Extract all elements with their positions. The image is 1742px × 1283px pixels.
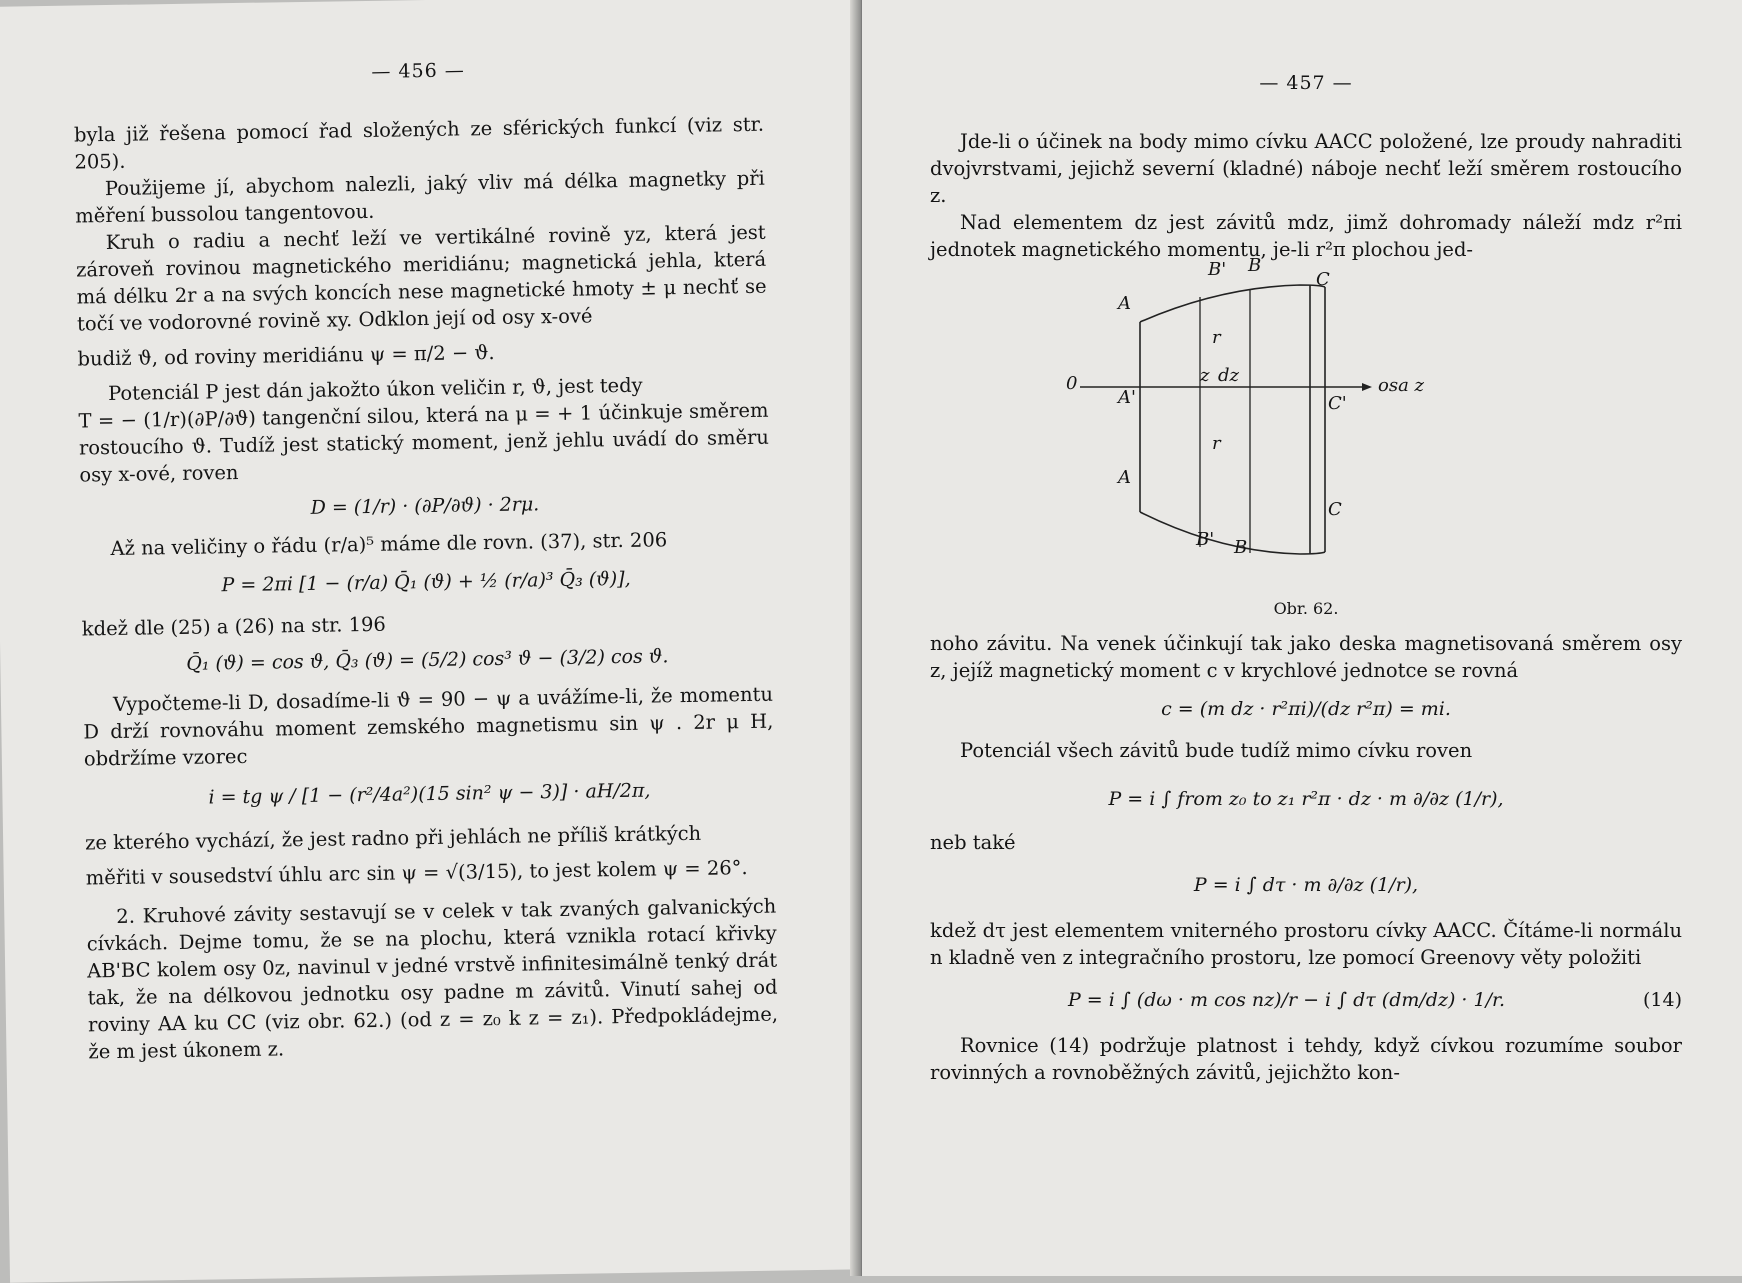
label-c-prime: C' <box>1328 393 1347 414</box>
label-origin: 0 <box>1066 373 1078 394</box>
equation-potential: P = 2πi [1 − (r/a) Q̄₁ (ϑ) + ½ (r/a)³ Q̄₃ (ϑ)], <box>221 567 631 597</box>
coil-figure <box>930 255 1690 597</box>
paragraph: byla již řešena pomocí řad složených ze sférických funkcí (viz str. 205). <box>73 112 765 174</box>
equation-number: (14) <box>1642 989 1682 1011</box>
label-a: A <box>1118 293 1131 314</box>
paragraph: Potenciál P jest dán jakožto úkon veličin r, ϑ, jest tedy <box>107 373 643 406</box>
paragraph: kdež dle (25) a (26) na str. 196 <box>81 612 387 641</box>
paragraph: Nad elementem dz jest závitů mdz, jimž dohromady náleží mdz r²πi jednotek magnetického momentu, je-li r²π plochou jed- <box>930 211 1682 261</box>
label-b-bottom: B <box>1234 537 1248 558</box>
label-r-upper: r <box>1212 327 1221 348</box>
page-number-right: — 457 — <box>1259 72 1353 94</box>
equation-green-body: P = i ∫ (dω · m cos nz)/r − i ∫ dτ (dm/dz) · 1/r. <box>1067 989 1506 1011</box>
label-axis: osa z <box>1378 375 1425 396</box>
equation-potential-integral: P = i ∫ from z₀ to z₁ r²π · dz · m ∂/∂z (1/r), <box>1108 788 1504 810</box>
paragraph: Až na veličiny o řádu (r/a)⁵ máme dle rovn. (37), str. 206 <box>110 528 668 561</box>
label-dz: dz <box>1218 365 1240 386</box>
coil-diagram <box>930 267 1690 597</box>
label-a-prime: A' <box>1118 387 1136 408</box>
paragraph: Vypočteme-li D, dosadíme-li ϑ = 90 − ψ a uvážíme-li, že momentu D drží rovnováhu moment zemského magnetismu sin ψ . 2r μ H, obdržíme vzorec <box>83 682 774 771</box>
paragraph: Rovnice (14) podržuje platnost i tehdy, když cívkou rozumíme soubor rovinných a rovnoběžných závitů, jejichžto kon- <box>930 1034 1682 1084</box>
equation-current: i = tg ψ / [1 − (r²/4a²)(15 sin² ψ − 3)] · aH/2π, <box>208 779 651 809</box>
paragraph: Potenciál všech závitů bude tudíž mimo cívku roven <box>960 739 1473 762</box>
equation-moment: D = (1/r) · (∂P/∂ϑ) · 2rμ. <box>310 493 540 519</box>
label-r-lower: r <box>1212 433 1221 454</box>
paragraph: budiž ϑ, od roviny meridiánu ψ = π/2 − ϑ. <box>77 340 495 371</box>
paragraph: noho závitu. Na venek účinkují tak jako deska magnetisovaná směrem osy z, jejíž magnetický moment c v krychlové jednotce se rovná <box>930 632 1682 682</box>
paragraph: měřiti v sousedství úhlu arc sin ψ = √(3/15), to jest kolem ψ = 26°. <box>85 856 748 890</box>
paragraph: Použijeme jí, abychom nalezli, jaký vliv má délka magnetky při měření bussolou tangentovou. <box>75 166 765 228</box>
right-page <box>862 0 1742 1276</box>
label-a-bottom: A <box>1118 467 1131 488</box>
paragraph: neb také <box>930 831 1016 854</box>
paragraph: ze kterého vychází, že jest radno při jehlách ne příliš krátkých <box>84 821 702 855</box>
equation-q-functions: Q̄₁ (ϑ) = cos ϑ, Q̄₃ (ϑ) = (5/2) cos³ ϑ − (3/2) cos ϑ. <box>186 645 669 675</box>
label-b: B <box>1248 255 1262 276</box>
paragraph: Kruh o radiu a nechť leží ve vertikálné rovině yz, která jest zároveň rovinou magnetického meridiánu; magnetická jehla, která má délku 2r a na svých koncích nese magnetické hmoty ± μ nechť se točí ve vodorovné rovině xy. Odklon její od osy x-ové <box>75 220 767 336</box>
label-z: z <box>1200 365 1210 386</box>
label-c: C <box>1316 269 1330 290</box>
equation-green <box>930 987 1682 1014</box>
paragraph: Jde-li o účinek na body mimo cívku AACC položené, lze proudy nahraditi dvojvrstvami, jejichž severní (kladné) náboje nechť leží směrem rostoucího z. <box>930 130 1682 207</box>
label-c-bottom: C <box>1328 499 1342 520</box>
equation-volume-integral: P = i ∫ dτ · m ∂/∂z (1/r), <box>1193 874 1419 896</box>
page-number-left: — 456 — <box>371 59 465 83</box>
paragraph: kdež dτ jest elementem vniterného prostoru cívky AACC. Čítáme-li normálu n kladně ven z integračního prostoru, lze pomocí Greenovy věty položiti <box>930 919 1682 969</box>
label-b-prime-bottom: B' <box>1196 529 1215 550</box>
label-b-prime: B' <box>1208 259 1227 280</box>
equation-moment-c: c = (m dz · r²πi)/(dz r²π) = mi. <box>1161 698 1451 720</box>
paragraph: T = − (1/r)(∂P/∂ϑ) tangenční silou, která na μ = + 1 účinkuje směrem rostoucího ϑ. Tudíž jest statický moment, jenž jehlu uvádí do směru osy x-ové, roven <box>78 398 770 487</box>
paragraph: 2. Kruhové závity sestavují se v celek v tak zvaných galvanických cívkách. Dejme tomu, že se na plochu, která vznikla rotací křivky AB'BC kolem osy 0z, navinul v jedné vrstvě infinitesimálně tenký drát tak, že na délkovou jednotku osy padne m závitů. Vinutí sahej od roviny AA ku CC (viz obr. 62.) (od z = z₀ k z = z₁). Předpokládejme, že m jest úkonem z. <box>86 894 779 1064</box>
figure-caption: Obr. 62. <box>1273 599 1339 618</box>
